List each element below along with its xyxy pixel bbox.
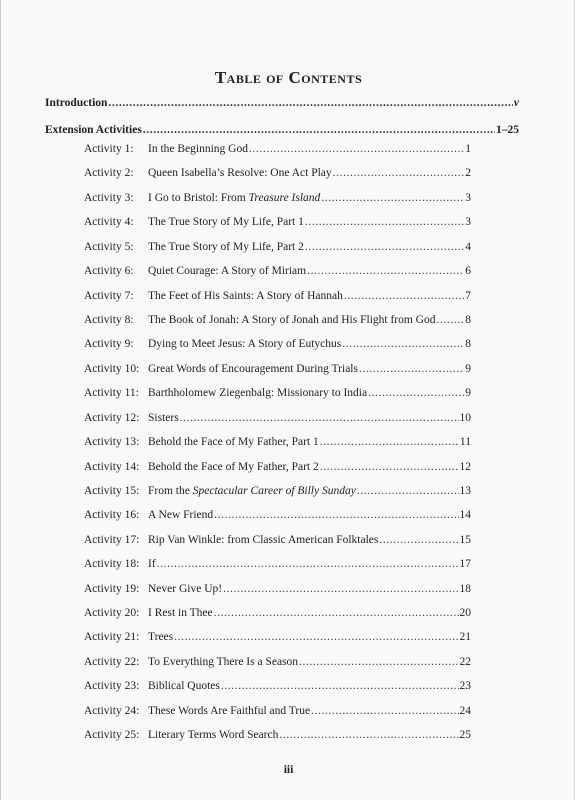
activity-title: Never Give Up! bbox=[148, 582, 223, 595]
activity-title: Dying to Meet Jesus: A Story of Eutychus bbox=[148, 338, 342, 351]
toc-entry-activity[interactable] bbox=[84, 289, 471, 303]
activity-page-number: 2 bbox=[465, 167, 471, 180]
activity-number: Activity 2: bbox=[84, 167, 134, 180]
toc-entry-introduction[interactable] bbox=[45, 96, 519, 110]
activity-number: Activity 22: bbox=[84, 655, 140, 668]
page-title bbox=[1, 68, 575, 88]
toc-entry-activity[interactable] bbox=[84, 679, 471, 693]
activity-number: Activity 25: bbox=[84, 729, 140, 742]
activity-number: Activity 9: bbox=[84, 338, 134, 351]
toc-entry-activity[interactable] bbox=[84, 142, 471, 156]
activity-page-number: 8 bbox=[465, 338, 471, 351]
activity-number: Activity 4: bbox=[84, 216, 134, 229]
toc-page-number: 1–25 bbox=[496, 124, 519, 136]
toc-entry-activity[interactable] bbox=[84, 484, 471, 498]
leader-dots bbox=[180, 411, 459, 425]
activity-number: Activity 8: bbox=[84, 313, 134, 326]
toc-page-number: v bbox=[513, 97, 519, 109]
activity-page-number: 8 bbox=[465, 313, 471, 326]
leader-dots bbox=[368, 386, 464, 400]
activity-page-number: 17 bbox=[459, 558, 471, 571]
activity-title bbox=[148, 484, 356, 498]
leader-dots bbox=[359, 362, 464, 376]
leader-dots bbox=[311, 704, 458, 718]
toc-entry-activity[interactable] bbox=[84, 582, 471, 596]
leader-dots bbox=[357, 484, 459, 498]
toc-entry-activity[interactable] bbox=[84, 191, 471, 205]
toc-entry-activity[interactable] bbox=[84, 704, 471, 718]
leader-dots bbox=[299, 655, 458, 669]
leader-dots bbox=[108, 96, 512, 110]
toc-entry-activity[interactable] bbox=[84, 606, 471, 620]
activity-number: Activity 19: bbox=[84, 582, 140, 595]
toc-entry-activity[interactable] bbox=[84, 386, 471, 400]
activity-title: Great Words of Encouragement During Trials bbox=[148, 362, 358, 375]
toc-entry-activity[interactable] bbox=[84, 460, 471, 474]
activity-number: Activity 24: bbox=[84, 704, 140, 717]
toc-entry-activity[interactable] bbox=[84, 240, 471, 254]
toc-entry-activity[interactable] bbox=[84, 655, 471, 669]
title-word-able-of: able of bbox=[226, 68, 284, 87]
activity-title-text: I Go to Bristol: From bbox=[148, 191, 249, 204]
leader-dots bbox=[320, 460, 459, 474]
toc-entry-activity[interactable] bbox=[84, 508, 471, 522]
activity-page-number: 9 bbox=[465, 362, 471, 375]
activity-number: Activity 21: bbox=[84, 631, 140, 644]
activity-page-number: 15 bbox=[459, 533, 471, 546]
activity-number: Activity 3: bbox=[84, 191, 134, 204]
leader-dots bbox=[320, 435, 459, 449]
activity-number: Activity 20: bbox=[84, 607, 140, 619]
toc-entry-activity[interactable] bbox=[84, 630, 471, 644]
leader-dots bbox=[221, 679, 459, 693]
activity-title: The True Story of My Life, Part 2 bbox=[148, 240, 304, 253]
activity-page-number: 1 bbox=[465, 143, 471, 155]
activity-title: I Rest in Thee bbox=[148, 607, 213, 619]
activity-number: Activity 23: bbox=[84, 680, 140, 693]
activity-title-text: From the bbox=[148, 484, 193, 497]
activity-page-number: 3 bbox=[465, 191, 471, 204]
activity-number: Activity 10: bbox=[84, 362, 140, 375]
activity-page-number: 4 bbox=[465, 240, 471, 253]
leader-dots bbox=[305, 240, 464, 254]
activity-number: Activity 7: bbox=[84, 289, 134, 302]
activity-title: The True Story of My Life, Part 1 bbox=[148, 216, 304, 229]
activity-title: To Everything There Is a Season bbox=[148, 655, 299, 668]
leader-dots bbox=[379, 533, 458, 547]
activity-title: The Feet of His Saints: A Story of Hannah bbox=[148, 289, 343, 302]
activity-page-number: 18 bbox=[459, 582, 471, 595]
activity-page-number: 25 bbox=[459, 729, 471, 742]
activity-page-number: 12 bbox=[459, 460, 471, 473]
toc-label: Introduction bbox=[45, 97, 108, 109]
page-folio: iii bbox=[283, 764, 294, 776]
activity-title: Sisters bbox=[148, 411, 179, 424]
activity-title: Biblical Quotes bbox=[148, 680, 220, 693]
toc-entry-activity[interactable] bbox=[84, 166, 471, 180]
activity-title: Queen Isabella’s Resolve: One Act Play bbox=[148, 167, 332, 180]
activity-number: Activity 18: bbox=[84, 558, 140, 571]
title-word-ontents: ontents bbox=[301, 68, 363, 87]
activity-title: In the Beginning God bbox=[148, 143, 248, 155]
activity-number: Activity 16: bbox=[84, 509, 140, 522]
toc-entry-activity[interactable] bbox=[84, 411, 471, 425]
activity-title: Behold the Face of My Father, Part 2 bbox=[148, 460, 319, 473]
activity-title: These Words Are Faithful and True bbox=[148, 704, 311, 717]
activity-number: Activity 15: bbox=[84, 484, 140, 497]
leader-dots bbox=[305, 215, 464, 229]
activity-page-number: 13 bbox=[459, 484, 471, 497]
toc-entry-activity[interactable] bbox=[84, 264, 471, 278]
activity-page-number: 14 bbox=[459, 509, 471, 522]
title-initial-t: T bbox=[214, 68, 227, 87]
leader-dots bbox=[342, 337, 464, 351]
activity-page-number: 21 bbox=[459, 631, 471, 644]
toc-label: Extension Activities bbox=[45, 124, 142, 136]
toc-entry-activity[interactable] bbox=[84, 728, 471, 742]
activity-page-number: 6 bbox=[465, 265, 471, 278]
activity-number: Activity 17: bbox=[84, 533, 140, 546]
activity-page-number: 11 bbox=[459, 436, 471, 448]
leader-dots bbox=[333, 166, 465, 180]
leader-dots bbox=[214, 508, 458, 522]
activity-title: Trees bbox=[148, 631, 174, 644]
activity-number: Activity 11: bbox=[84, 387, 139, 400]
activity-title: Quiet Courage: A Story of Miriam bbox=[148, 265, 307, 278]
leader-dots bbox=[143, 123, 495, 137]
activity-number: Activity 1: bbox=[84, 143, 134, 155]
activity-title-italic: Spectacular Career of Billy Sunday bbox=[192, 484, 356, 497]
activity-title: The Book of Jonah: A Story of Jonah and His Flight from God bbox=[148, 313, 436, 326]
activity-title: Rip Van Winkle: from Classic American Folktales bbox=[148, 533, 379, 546]
leader-dots bbox=[307, 264, 464, 278]
activity-number: Activity 12: bbox=[84, 411, 140, 424]
leader-dots bbox=[174, 630, 458, 644]
leader-dots bbox=[249, 142, 464, 156]
activity-page-number: 24 bbox=[459, 704, 471, 717]
leader-dots bbox=[321, 191, 464, 205]
leader-dots bbox=[157, 557, 459, 571]
toc-entry-activity[interactable] bbox=[84, 337, 471, 351]
activity-number: Activity 14: bbox=[84, 460, 140, 473]
activity-page-number: 22 bbox=[459, 655, 471, 668]
toc-entry-activity[interactable] bbox=[84, 533, 471, 547]
leader-dots bbox=[437, 313, 465, 327]
toc-entry-activity[interactable] bbox=[84, 313, 471, 327]
toc-entry-extension-activities[interactable] bbox=[45, 123, 519, 137]
toc-entry-activity[interactable] bbox=[84, 557, 471, 571]
activity-title: A New Friend bbox=[148, 509, 214, 522]
activity-title bbox=[148, 191, 320, 205]
activity-page-number: 7 bbox=[465, 289, 471, 302]
activity-title: Literary Terms Word Search bbox=[148, 729, 279, 742]
toc-entry-activity[interactable] bbox=[84, 435, 471, 449]
activity-title: If bbox=[148, 558, 156, 571]
activity-number: Activity 5: bbox=[84, 240, 134, 253]
title-initial-c: C bbox=[288, 68, 302, 87]
leader-dots bbox=[344, 289, 464, 303]
activity-page-number: 3 bbox=[465, 216, 471, 229]
toc-entry-activity[interactable] bbox=[84, 362, 471, 376]
activity-page-number: 20 bbox=[459, 607, 471, 619]
activity-page-number: 9 bbox=[465, 387, 471, 400]
leader-dots bbox=[223, 582, 458, 596]
activity-title-italic: Treasure Island bbox=[248, 191, 321, 204]
leader-dots bbox=[214, 606, 459, 620]
activity-title: Behold the Face of My Father, Part 1 bbox=[148, 436, 319, 448]
activity-title: Barthholomew Ziegenbalg: Missionary to India bbox=[148, 387, 368, 400]
activity-page-number: 23 bbox=[459, 680, 471, 693]
activity-number: Activity 6: bbox=[84, 265, 134, 278]
activity-page-number: 10 bbox=[459, 411, 471, 424]
leader-dots bbox=[279, 728, 458, 742]
activity-number: Activity 13: bbox=[84, 436, 140, 448]
toc-entry-activity[interactable] bbox=[84, 215, 471, 229]
